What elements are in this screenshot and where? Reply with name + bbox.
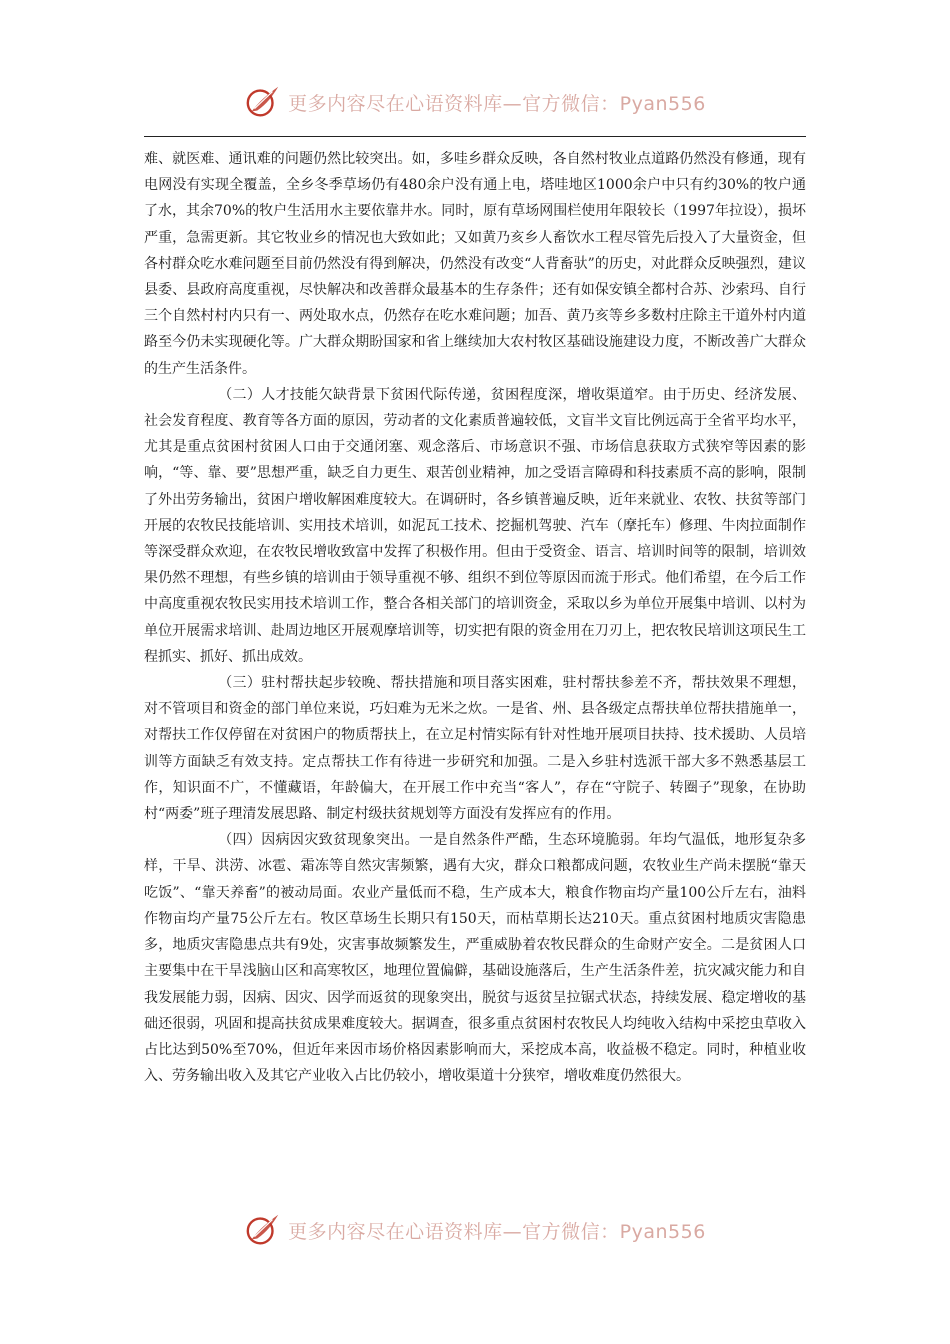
header-watermark — [0, 80, 950, 124]
footer-watermark — [0, 1208, 950, 1252]
paragraph-2: （二）人才技能欠缺背景下贫困代际传递，贫困程度深，增收渠道窄。由于历史、经济发展、社会发育程度、教育等各方面的原因，劳动者的文化素质普遍较低，文盲半文盲比例远高于全省平均水平，尤其是重点贫困村贫困人口由于交通闭塞、观念落后、市场意识不强、市场信息获取方式狭窄等因素的影响，“等、靠、要”思想严重，缺乏自力更生、艰苦创业精神，加之受语言障碍和科技素质不高的影响，限制了外出劳务输出，贫困户增收解困难度较大。在调研时，各乡镇普遍反映，近年来就业、农牧、扶贫等部门开展的农牧民技能培训、实用技术培训，如泥瓦工技术、挖掘机驾驶、汽车（摩托车）修理、牛肉拉面制作等深受群众欢迎，在农牧民增收致富中发挥了积极作用。但由于受资金、语言、培训时间等的限制，培训效果仍然不理想，有些乡镇的培训由于领导重视不够、组织不到位等原因而流于形式。他们希望，在今后工作中高度重视农牧民实用技术培训工作，整合各相关部门的培训资金，采取以乡为单位开展集中培训、以村为单位开展需求培训、赴周边地区开展观摩培训等，切实把有限的资金用在刀刃上，把农牧民培训这项民生工程抓实、抓好、抓出成效。 — [144, 386, 806, 665]
paragraph-3: （三）驻村帮扶起步较晚、帮扶措施和项目落实困难，驻村帮扶参差不齐，帮扶效果不理想，对不管项目和资金的部门单位来说，巧妇难为无米之炊。一是省、州、县各级定点帮扶单位帮扶措施单一，对帮扶工作仅停留在对贫困户的物质帮扶上，在立足村情实际有针对性地开展项目扶持、技术援助、人员培训等方面缺乏有效支持。定点帮扶工作有待进一步研究和加强。二是入乡驻村选派干部大多不熟悉基层工作，知识面不广，不懂藏语，年龄偏大，在开展工作中充当“客人”，存在“守院子、转圈子”现象，在协助村“两委”班子理清发展思路、制定村级扶贫规划等方面没有发挥应有的作用。 — [144, 675, 806, 823]
paragraph-1: 难、就医难、通讯难的问题仍然比较突出。如，多哇乡群众反映，各自然村牧业点道路仍然没有修通，现有电网没有实现全覆盖，全乡冬季草场仍有480余户没有通上电，塔哇地区1000余户中只有约30%的牧户通了水，其余70%的牧户生活用水主要依靠井水。同时，原有草场网围栏使用年限较长（1997年拉设），损坏严重，急需更新。其它牧业乡的情况也大致如此；又如黄乃亥乡人畜饮水工程尽管先后投入了大量资金，但各村群众吃水难问题至目前仍然没有得到解决，仍然没有改变“人背畜驮”的历史，对此群众反映强烈，建议县委、县政府高度重视，尽快解决和改善群众最基本的生存条件；还有如保安镇全都村合苏、沙索玛、自行三个自然村村内只有一、两处取水点，仍然存在吃水难问题；加吾、黄乃亥等乡多数村庄除主干道外村内道路至今仍未实现硬化等。广大群众期盼国家和省上继续加大农村牧区基础设施建设力度，不断改善广大群众的生产生活条件。 — [144, 151, 806, 377]
document-body — [144, 146, 806, 1089]
header-watermark-text: 更多内容尽在心语资料库—官方微信：Pyan556 — [288, 92, 706, 115]
quill-logo-icon — [244, 1211, 282, 1249]
footer-watermark-text: 更多内容尽在心语资料库—官方微信：Pyan556 — [288, 1220, 706, 1243]
quill-logo-icon — [244, 83, 282, 121]
header-rule — [144, 136, 806, 137]
paragraph-4: （四）因病因灾致贫现象突出。一是自然条件严酷，生态环境脆弱。年均气温低，地形复杂多样，干旱、洪涝、冰雹、霜冻等自然灾害频繁，遇有大灾，群众口粮都成问题，农牧业生产尚未摆脱“靠天吃饭”、“靠天养畜”的被动局面。农业产量低而不稳，生产成本大，粮食作物亩均产量100公斤左右，油料作物亩均产量75公斤左右。牧区草场生长期只有150天，而枯草期长达210天。重点贫困村地质灾害隐患多，地质灾害隐患点共有9处，灾害事故频繁发生，严重威胁着农牧民群众的生命财产安全。二是贫困人口主要集中在干旱浅脑山区和高寒牧区，地理位置偏僻，基础设施落后，生产生活条件差，抗灾减灾能力和自我发展能力弱，因病、因灾、因学而返贫的现象突出，脱贫与返贫呈拉锯式状态，持续发展、稳定增收的基础还很弱，巩固和提高扶贫成果难度较大。据调查，很多重点贫困村农牧民人均纯收入结构中采挖虫草收入占比达到50%至70%，但近年来因市场价格因素影响而大，采挖成本高，收益极不稳定。同时，种植业收入、劳务输出收入及其它产业收入占比仍较小，增收渠道十分狭窄，增收难度仍然很大。 — [144, 832, 806, 1085]
